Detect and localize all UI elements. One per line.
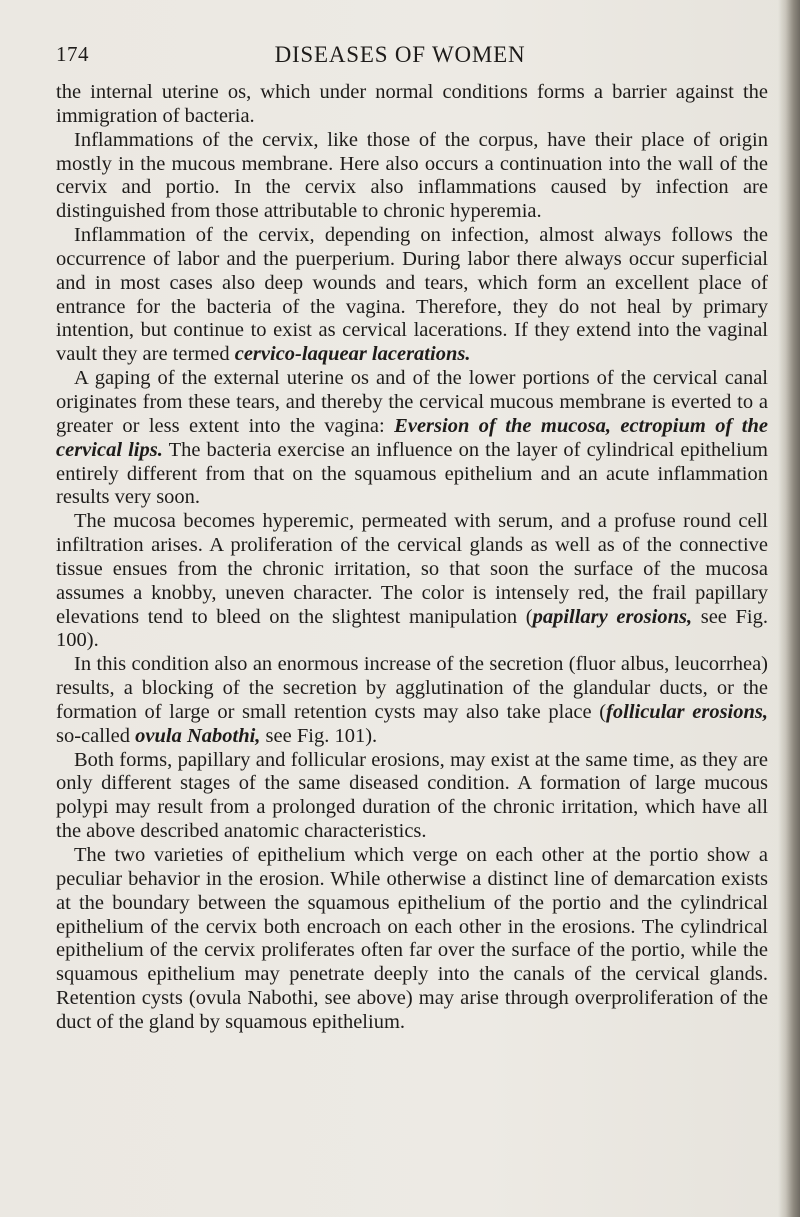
italic-term: ovula Nabothi, xyxy=(135,724,261,747)
text-run: Both forms, papillary and follicular erosions, may exist at the same time, as they are only different stages of the same diseased condition. A formation of large mucous polypi may result from a prolonged duration of the chronic irritation, which have all the above described anatomic characteristics. xyxy=(56,748,768,843)
text-run: Inflammation of the cervix, depending on infection, almost always follows the occurrence of labor and the puerperium. During labor there always occur superficial and in most cases also deep wounds and tears, which form an excellent place of entrance for the bacteria of the vagina. Therefore, they do not heal by primary intention, but continue to exist as cervical lacerations. If they extend into the vaginal vault they are termed xyxy=(56,224,768,366)
text-run: The bacteria exercise an influence on the layer of cylindrical epithelium entirely different from that on the squamous epithelium and an acute inflammation results very soon. xyxy=(56,438,768,509)
text-run: Inflammations of the cervix, like those of the corpus, have their place of origin mostly in the mucous membrane. Here also occurs a continuation into the wall of the cervix and portio. In the cervix also inflammations caused by infection are distinguished from those attributable to chronic hyperemia. xyxy=(56,128,768,223)
italic-term: follicular erosions, xyxy=(606,700,768,723)
text-run: so-called xyxy=(56,724,136,747)
page-number: 174 xyxy=(56,42,89,66)
text-run: A gaping of the external uterine os and of the lower portions of the cervical canal originates from these tears, and thereby the cervical mucous membrane is everted to a greater or less extent into the vagina: xyxy=(56,367,768,437)
paragraph xyxy=(56,81,768,129)
paragraph xyxy=(56,129,768,224)
paragraph xyxy=(56,844,768,1035)
paragraph xyxy=(56,367,768,510)
text-run: see Fig. 101). xyxy=(260,724,378,747)
text-run: see Fig. 100). xyxy=(56,605,768,652)
paragraph xyxy=(56,653,768,748)
text-run: the internal uterine os, which under normal conditions forms a barrier against the immigration of bacteria. xyxy=(56,81,768,127)
paragraph xyxy=(56,224,768,367)
italic-term: cervico-laquear lacerations. xyxy=(234,343,471,366)
paragraph xyxy=(56,749,768,844)
text-run: The two varieties of epithelium which verge on each other at the portio show a peculiar behavior in the erosion. While otherwise a distinct line of demarcation exists at the boundary between the squamous epithelium of the portio and the cylindrical epithelium of the cervix both encroach on each other in the erosions. The cylindrical epithelium of the cervix proliferates often far over the surface of the portio, while the squamous epithelium may penetrate deeply into the canals of the cervical glands. Retention cysts (ovula Nabothi, see above) may arise through overproliferation of the duct of the gland by squamous epithelium. xyxy=(56,844,768,1033)
italic-term: Eversion of the mucosa, ectropium of the cervical lips. xyxy=(56,414,768,461)
text-run: The mucosa becomes hyperemic, permeated with serum, and a profuse round cell infiltration arises. A proliferation of the cervical glands as well as of the connective tissue ensues from the chronic irritation, so that soon the surface of the mucosa assumes a knobby, uneven character. The color is intensely red, the frail papillary elevations tend to bleed on the slightest manipulation ( xyxy=(56,510,768,628)
body-text xyxy=(56,81,768,1035)
paragraph xyxy=(56,510,768,653)
running-head: DISEASES OF WOMEN xyxy=(274,42,526,67)
italic-term: papillary erosions, xyxy=(532,605,693,628)
page-edge-shadow xyxy=(778,0,800,1217)
text-run: In this condition also an enormous increase of the secretion (fluor albus, leucorrhea) results, a blocking of the secretion by agglutination of the glandular ducts, or the formation of large or small retention cysts may also take place ( xyxy=(56,653,768,723)
